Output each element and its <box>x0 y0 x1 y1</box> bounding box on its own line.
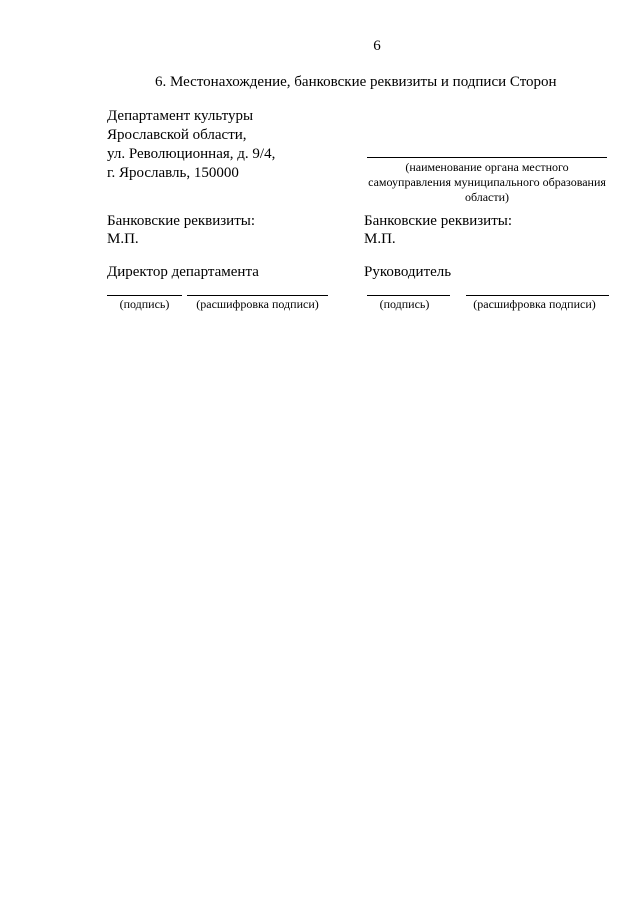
right-signature-line <box>367 295 450 296</box>
left-name-line <box>187 295 328 296</box>
address-line: г. Ярославль, 150000 <box>107 165 239 181</box>
left-party-address <box>107 107 275 183</box>
org-name-caption: (наименование органа местного самоуправления муниципального образования области) <box>368 160 606 204</box>
address-line: ул. Революционная, д. 9/4, <box>107 146 276 162</box>
left-signatory-title: Директор департамента <box>107 264 259 280</box>
left-bank-details-label: Банковские реквизиты: <box>107 213 256 229</box>
right-name-caption: (расшифровка подписи) <box>473 297 596 311</box>
right-signature-caption: (подпись) <box>379 297 430 311</box>
left-stamp-label: М.П. <box>107 231 139 247</box>
page-number: 6 <box>373 38 381 54</box>
left-signature-line <box>107 295 182 296</box>
address-line: Ярославской области, <box>107 127 247 143</box>
left-signature-caption: (подпись) <box>119 297 170 311</box>
address-line: Департамент культуры <box>107 108 254 124</box>
left-name-caption: (расшифровка подписи) <box>196 297 319 311</box>
right-bank-details-label: Банковские реквизиты: <box>364 213 513 229</box>
right-signatory-title: Руководитель <box>364 264 452 280</box>
right-name-line <box>466 295 609 296</box>
section-title: 6. Местонахождение, банковские реквизиты и подписи Сторон <box>155 74 557 90</box>
right-stamp-label: М.П. <box>364 231 396 247</box>
org-name-line <box>367 157 607 158</box>
